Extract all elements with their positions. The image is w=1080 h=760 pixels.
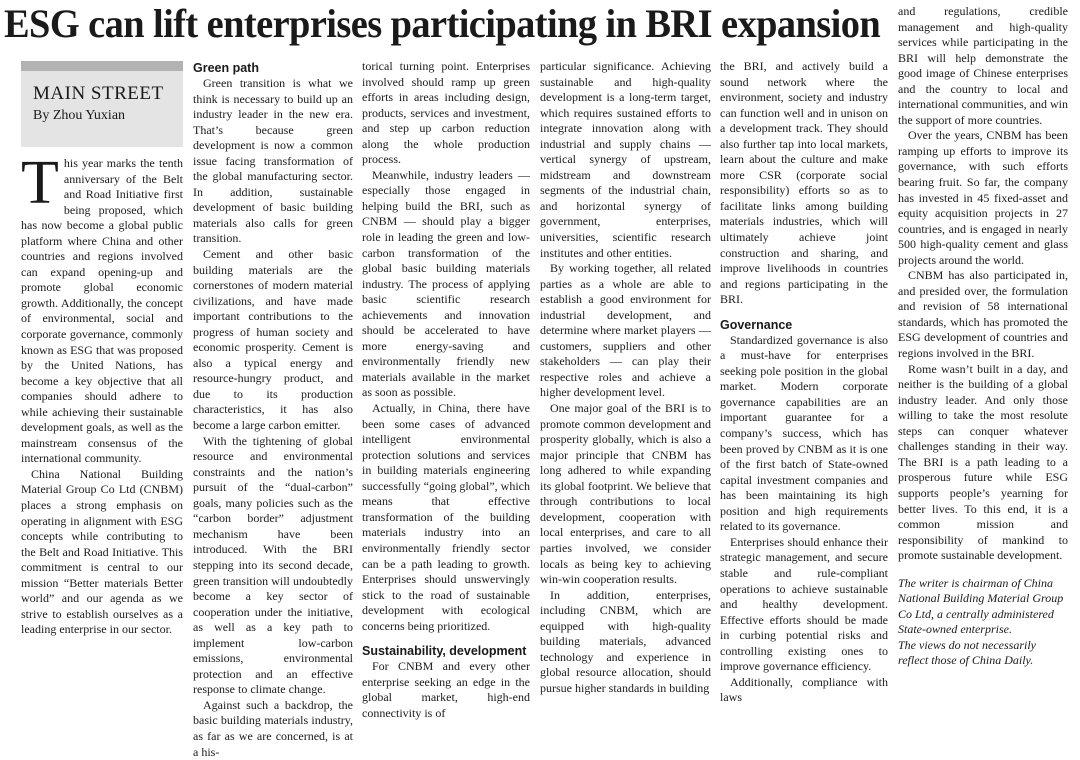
section-heading-sustainability: Sustainability, development: [362, 644, 527, 659]
paragraph: Rome wasn’t built in a day, and neither is the building of a global industry leader. And only those willing to take the most resolute steps can conquer whatever challenges standing in their way. The BRI is a path leading to a prosperous future while ESG supports people’s yearning for better lives. To this end, it is a common mission and responsibility of mankind to promote sustainable development.: [898, 361, 1068, 563]
paragraph: Cement and other basic building materials are the cornerstones of modern material civilizations, and have made important contributions to the progress of human society and economic prosperity. Cement is also a typical energy and resource-hungry product, and due to its production characteristics, it has also become a large carbon emitter.: [193, 247, 353, 433]
byline: By Zhou Yuxian: [33, 108, 126, 123]
section-heading-governance: Governance: [720, 317, 793, 332]
paragraph: With the tightening of global resource and environmental constraints and the nation’s pursuit of the “dual-carbon” goals, many policies such as the “carbon border” adjustment mechanism have been introduced. With the BRI stepping into its second decade, green transition will undoubtedly become a key sector of cooperation under the initiative, as well as a key path to implement low-carbon emissions, environmental protection and an effective response to climate change.: [193, 433, 353, 697]
paragraph: Standardized governance is also a must-have for enterprises seeking pole position in the global market. Modern corporate governance capabilities are an important guarantee for a company’s success, which has been proved by CNBM as it is one of the first batch of State-owned capital investment companies and has been maintaining its high position and high requirements related to its governance.: [720, 332, 888, 534]
paragraph: Against such a backdrop, the basic building materials industry, as far as we are concerned, is at a his-: [193, 697, 353, 759]
paragraph: Green transition is what we think is necessary to build up an industry leader in the new era. That’s because green development is now a common issue facing transformation of the global manufacturing sector. In addition, sustainable development of basic building materials also calls for green transition.: [193, 76, 353, 246]
paragraph: China National Building Material Group Co Ltd (CNBM) places a strong emphasis on operating in alignment with ESG concepts while contributing to the Belt and Road Initiative. This commitment is central to our mission “Better materials Better world” and our agenda as we strive to establish ourselves as a leading enterprise in our sector.: [21, 466, 183, 637]
paragraph: One major goal of the BRI is to promote common development and prosperity globally, which is also a major principle that CNBM has long adhered to while expanding its global footprint. We believe that through contributions to local development, cooperation with local enterprises, and care to all parties involved, we consider locals as being key to achieving win-win cooperation results.: [540, 401, 711, 587]
paragraph: particular significance. Achieving sustainable and high-quality development is a long-term target, which requires sustained efforts to integrate innovation along with industrial and supply chains — vertical synergy of upstream, midstream and downstream segments of the industrial chain, and horizontal synergy of government, enterprises, universities, scientific research institutes and other entities.: [540, 59, 711, 260]
paragraph: In addition, enterprises, including CNBM, which are equipped with high-quality building materials, advanced technology and experience in global resource allocation, should pursue higher standards in building: [540, 587, 711, 695]
column-6: [898, 4, 1068, 669]
paragraph: torical turning point. Enterprises involved should ramp up green efforts in areas including design, products, services and investment, and step up carbon reduction along the whole production process.: [362, 59, 530, 167]
intro-paragraph: This year marks the tenth anniversary of the Belt and Road Initiative first being proposed, which has now become a global public platform where China and other countries and regions involved can expand opening-up and promote global economic growth. Additionally, the concept of environmental, social and corporate governance, commonly known as ESG that was proposed by the United Nations, has become a key objective that all companies should adhere to while achieving their sustainable development goals, as well as the mainstream consensus of the international community.: [21, 149, 183, 466]
paragraph: CNBM has also participated in, and presided over, the formulation and revision of 58 international standards, which has promoted the ESG development of countries and regions involved in the BRI.: [898, 268, 1068, 361]
paragraph: the BRI, and actively build a sound network where the environment, society and industry can function well and in unison on a development track. They should also further tap into local markets, learn about the culture and make more CSR (corporate social responsibility) efforts so as to facilitate links among building materials industries, which will ultimately achieve joint construction and sharing, and improve livelihoods in countries and regions participating in the BRI.: [720, 59, 888, 307]
disclaimer: The views do not necessarily reflect those of China Daily.: [898, 637, 1036, 668]
section-heading-green-path: Green path: [193, 61, 259, 75]
author-note: The writer is chairman of China National Building Material Group Co Ltd, a centrally administered State-owned enterprise.: [898, 575, 1064, 637]
drop-cap: T: [21, 149, 59, 217]
column-4: [540, 59, 711, 696]
paragraph: Enterprises should enhance their strategic management, and secure stable and rule-compliant operations to achieve sustainable and healthy development. Effective efforts should be made in curbing potential risks and controlling existing ones to improve governance efficiency.: [720, 534, 888, 674]
column-3: [362, 59, 530, 721]
column-box: [21, 61, 183, 147]
paragraph: By working together, all related parties as a whole are able to establish a good environment for industrial development, and determine where market players — customers, suppliers and other stakeholders — can play their respective roles and achieve a higher development level.: [540, 261, 711, 400]
paragraph: Meanwhile, industry leaders — especially those engaged in helping build the BRI, such as CNBM — should play a bigger role in leading the green and low-carbon transformation of the global basic building materials industry. The process of applying basic scientific research achievements and innovation should be accelerated to have more energy-saving and environmentally friendly new materials available in the market as soon as possible.: [362, 167, 530, 400]
paragraph: Over the years, CNBM has been ramping up efforts to improve its governance, with such efforts bearing fruit. So far, the company has invested in 45 fixed-asset and equity acquisition projects in 27 countries, and is engaged in nearly 500 high-quality cement and glass projects around the world.: [898, 128, 1068, 267]
headline: ESG can lift enterprises participating in BRI expansion: [4, 1, 881, 46]
paragraph: For CNBM and every other enterprise seeking an edge in the global market, high-end connectivity is of: [362, 659, 530, 720]
paragraph: Actually, in China, there have been some cases of advanced intelligent environmental protection solutions and services in building materials engineering successfully “going global”, which means that effective transformation of the building materials industry into an environmentally friendly sector can be a path leading to growth. Enterprises should unswervingly stick to the road of sustainable development with ecological concerns being prioritized.: [362, 401, 530, 633]
paragraph: and regulations, credible management and high-quality services while participating in the BRI will help demonstrate the good image of Chinese enterprises and the country to local and international communities, and win the support of more countries.: [898, 4, 1068, 127]
paragraph: Additionally, compliance with laws: [720, 674, 888, 705]
column-2: [193, 59, 353, 760]
column-5: [720, 59, 888, 706]
column-1: [21, 149, 183, 638]
column-kicker: MAIN STREET: [33, 83, 164, 104]
column-box-bar: [21, 61, 183, 71]
